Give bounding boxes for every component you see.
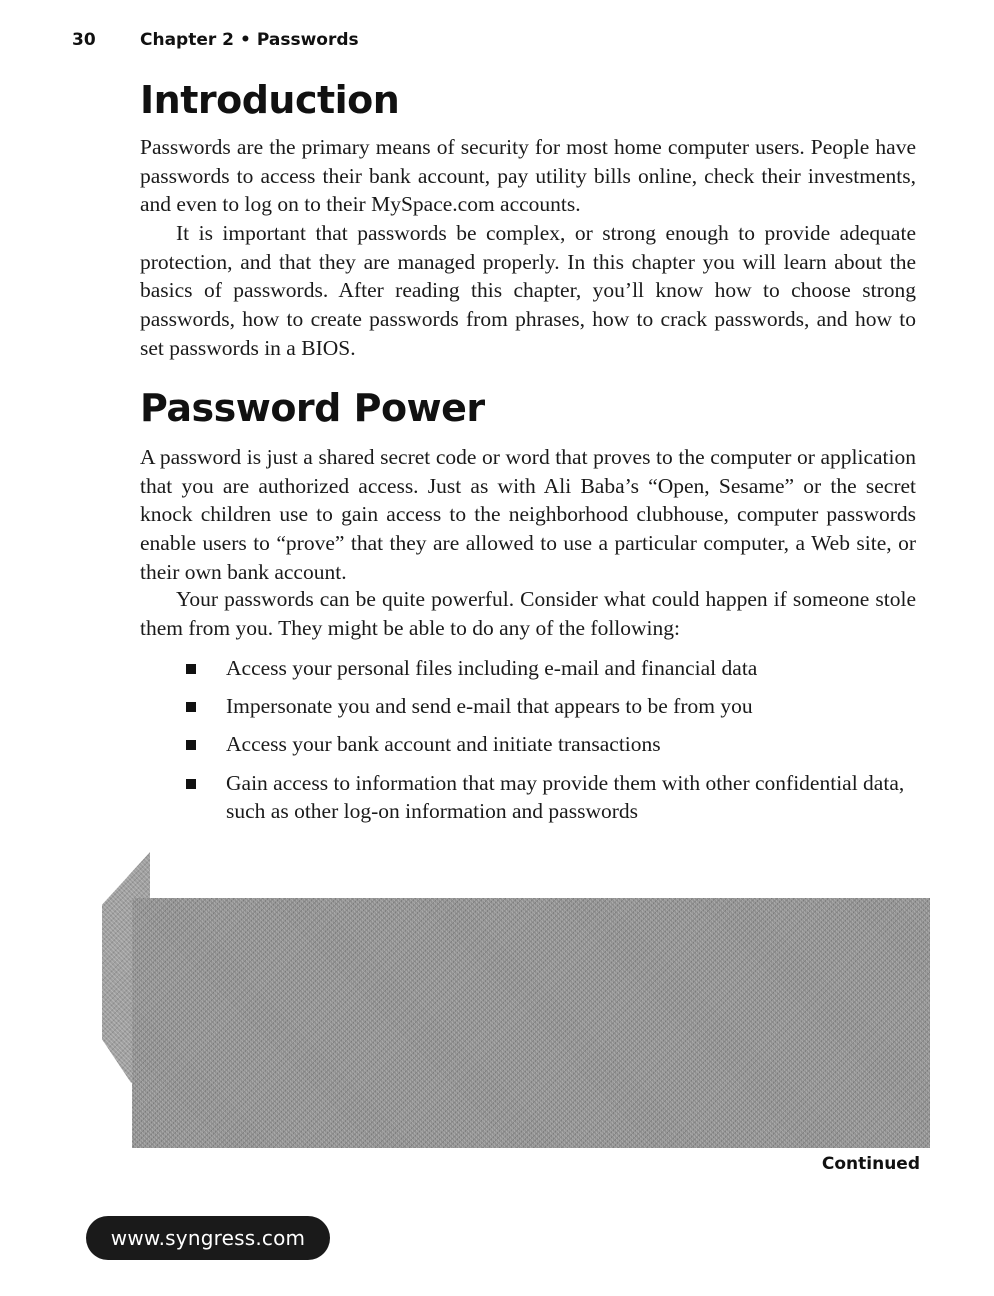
list-item-text: Impersonate you and send e-mail that appears to be from you <box>226 694 753 719</box>
header-separator: • <box>240 30 251 50</box>
consequences-list <box>186 654 916 836</box>
footer-url-badge: www.syngress.com <box>86 1216 330 1260</box>
list-item <box>186 654 916 683</box>
square-bullet-icon <box>186 664 196 674</box>
introduction-paragraph-2: It is important that passwords be complex, or strong enough to provide adequate protection, and that they are managed properly. In this chapter you will learn about the basics of passwords. After reading this chapter, you’ll know how to choose strong passwords, how to create passwords from phrases, how to crack passwords, and how to set passwords in a BIOS. <box>140 221 916 360</box>
list-item-text: Access your bank account and initiate transactions <box>226 732 661 757</box>
section-label: Passwords <box>256 30 359 50</box>
introduction-heading: Introduction <box>140 78 400 122</box>
password-power-paragraph-1: A password is just a shared secret code or word that proves to the computer or application that you are authorized access. Just as with Ali Baba’s “Open, Sesame” or the secret knock children use to gain access to the neighborhood clubhouse, computer passwords enable users to “prove” that they are allowed to use a particular computer, a Web site, or their own bank account. <box>140 445 916 584</box>
page-number: 30 <box>72 30 96 50</box>
square-bullet-icon <box>186 740 196 750</box>
introduction-paragraph-1: Passwords are the primary means of security for most home computer users. People have passwords to access their bank account, pay utility bills online, check their investments, and even to log on to their MySpace.com accounts. <box>140 135 916 217</box>
chapter-label: Chapter 2 <box>140 30 235 50</box>
password-power-paragraph-2: Your passwords can be quite powerful. Consider what could happen if someone stole them from you. They might be able to do any of the following: <box>140 587 916 640</box>
sidebar-box <box>132 898 930 1148</box>
list-item-text: Gain access to information that may provide them with other confidential data, such as other log-on information and passwords <box>226 770 905 824</box>
list-item <box>186 692 916 721</box>
continued-label: Continued <box>821 1154 920 1174</box>
list-item <box>186 730 916 759</box>
list-item-text: Access your personal files including e-mail and financial data <box>226 656 758 680</box>
square-bullet-icon <box>186 779 196 789</box>
square-bullet-icon <box>186 702 196 712</box>
running-head <box>72 30 359 50</box>
password-power-heading: Password Power <box>140 386 485 430</box>
list-item <box>186 769 916 826</box>
